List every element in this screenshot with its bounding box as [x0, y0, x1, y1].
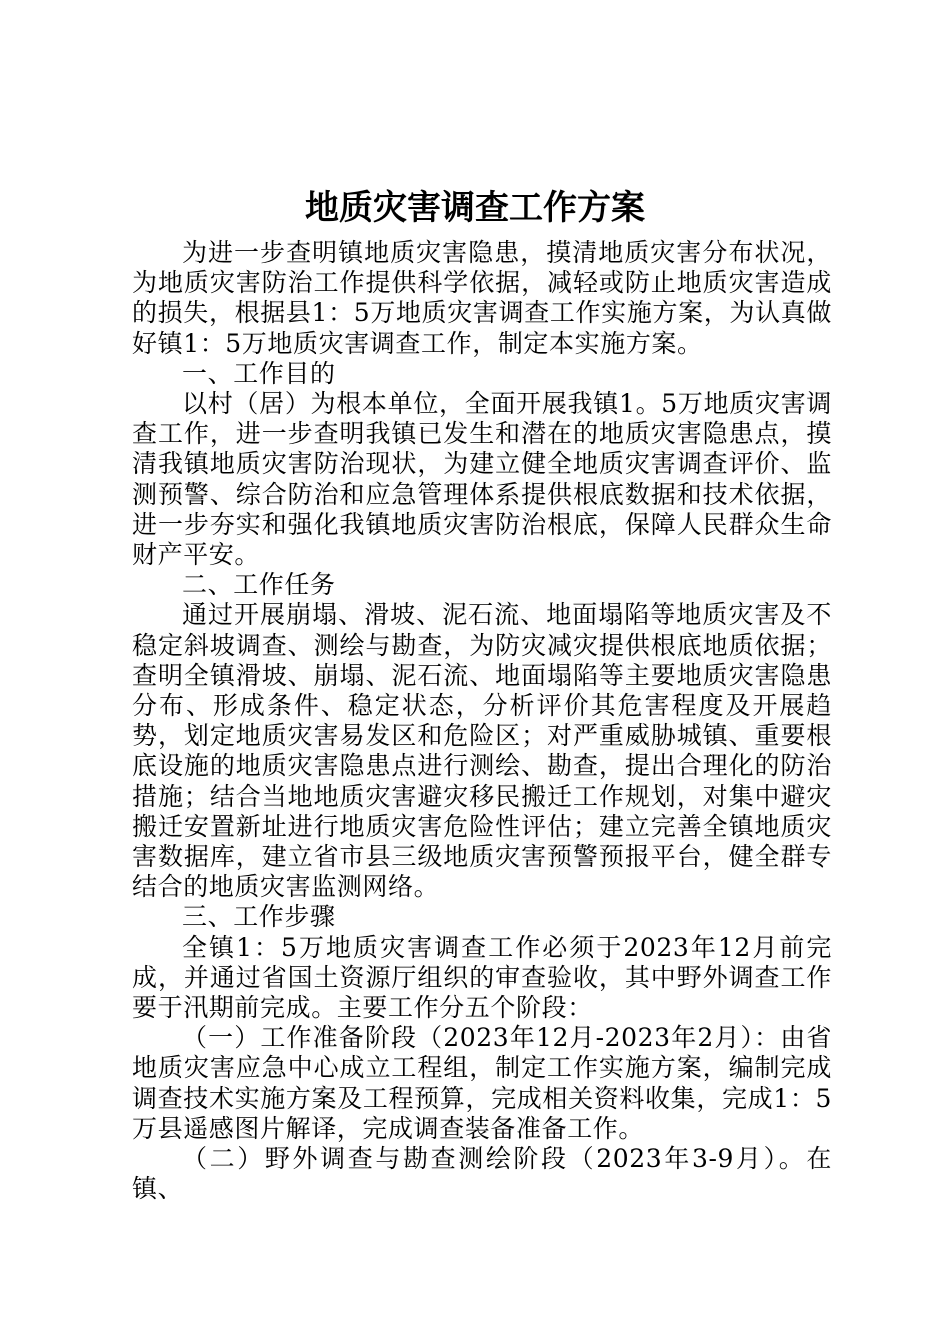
paragraph-intro: 为进一步查明镇地质灾害隐患，摸清地质灾害分布状况，为地质灾害防治工作提供科学依据，减轻或防止地质灾害造成的损失，根据县1：5万地质灾害调查工作实施方案，为认真做好镇1：5万地质灾害调查工作，制定本实施方案。: [132, 238, 832, 358]
section-heading-purpose: 一、工作目的: [182, 358, 336, 388]
section-heading-tasks: 二、工作任务: [182, 570, 336, 600]
paragraph-steps: 全镇1：5万地质灾害调查工作必须于2023年12月前完成，并通过省国土资源厅组织的审查验收，其中野外调查工作要于汛期前完成。主要工作分五个阶段：: [132, 932, 832, 1023]
section-heading-steps: 三、工作步骤: [182, 902, 336, 932]
document-title: 地质灾害调查工作方案: [305, 188, 645, 228]
paragraph-stage-2: （二）野外调查与勘查测绘阶段（2023年3-9月）。在镇、: [132, 1144, 832, 1204]
paragraph-tasks: 通过开展崩塌、滑坡、泥石流、地面塌陷等地质灾害及不稳定斜坡调查、测绘与勘查，为防灾减灾提供根底地质依据；查明全镇滑坡、崩塌、泥石流、地面塌陷等主要地质灾害隐患分布、形成条件、稳定状态，分析评价其危害程度及开展趋势，划定地质灾害易发区和危险区；对严重威胁城镇、重要根底设施的地质灾害隐患点进行测绘、勘查，提出合理化的防治措施；结合当地地质灾害避灾移民搬迁工作规划，对集中避灾搬迁安置新址进行地质灾害危险性评估；建立完善全镇地质灾害数据库，建立省市县三级地质灾害预警预报平台，健全群专结合的地质灾害监测网络。: [132, 600, 832, 902]
document-body: [132, 238, 832, 1205]
paragraph-stage-1: （一）工作准备阶段（2023年12月-2023年2月）：由省地质灾害应急中心成立工程组，制定工作实施方案，编制完成调查技术实施方案及工程预算，完成相关资料收集，完成1：5万县遥感图片解译，完成调查装备准备工作。: [132, 1023, 832, 1143]
paragraph-purpose: 以村（居）为根本单位，全面开展我镇1。5万地质灾害调查工作，进一步查明我镇已发生和潜在的地质灾害隐患点，摸清我镇地质灾害防治现状，为建立健全地质灾害调查评价、监测预警、综合防治和应急管理体系提供根底数据和技术依据，进一步夯实和强化我镇地质灾害防治根底，保障人民群众生命财产平安。: [132, 389, 832, 570]
